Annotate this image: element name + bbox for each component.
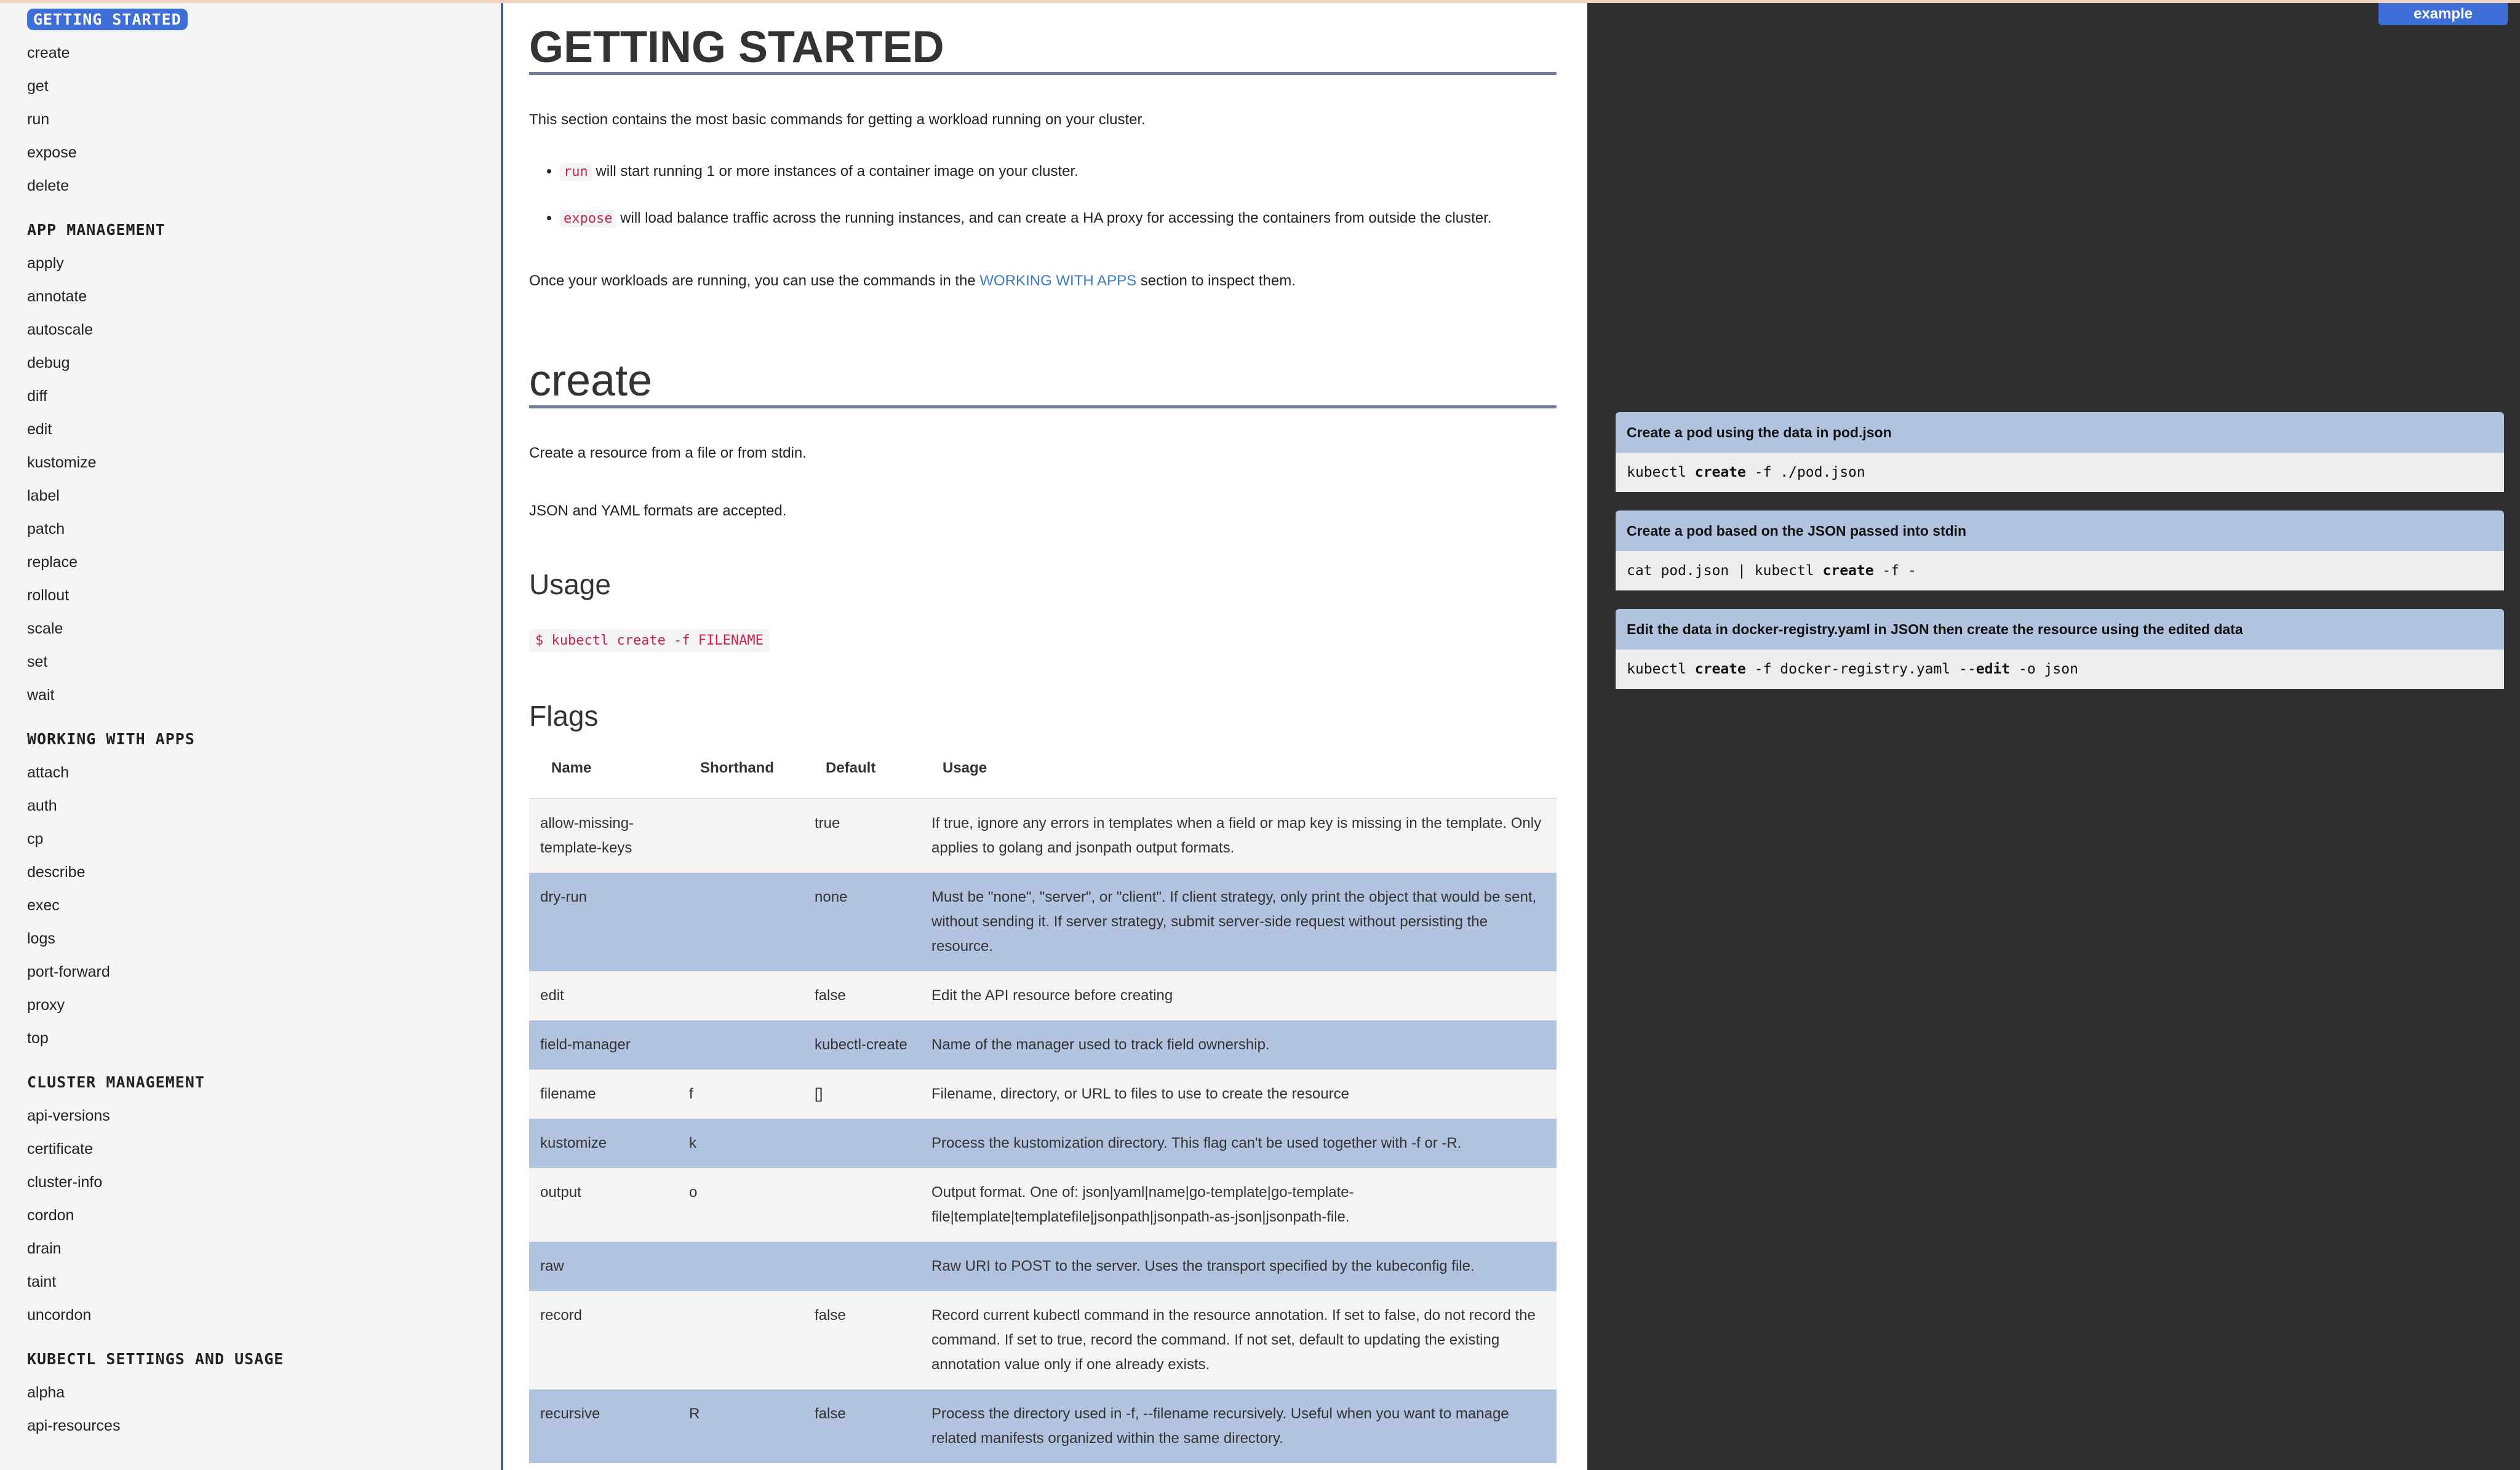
code-text: -f - xyxy=(1873,563,1916,579)
list-item xyxy=(560,159,1491,206)
sidebar-item[interactable]: replace xyxy=(27,554,78,571)
flag-usage-cell: Raw URI to POST to the server. Uses the transport specified by the kubeconfig file. xyxy=(920,1242,1557,1291)
flag-name-cell: allow-missing-template-keys xyxy=(529,798,678,873)
table-row xyxy=(529,1291,1557,1389)
flag-name-cell: raw xyxy=(529,1242,678,1291)
flag-usage-cell: Must be "none", "server", or "client". If client strategy, only print the object that would be sent, without sending it. If server strategy, submit server-side request without persisting the resource. xyxy=(920,873,1557,971)
example-code xyxy=(1616,551,2504,590)
create-description: Create a resource from a file or from stdin. xyxy=(529,445,807,461)
flag-short-cell: o xyxy=(678,1168,803,1242)
sidebar-item[interactable]: kustomize xyxy=(27,454,97,471)
flag-short-cell xyxy=(678,798,803,873)
sidebar-item[interactable]: set xyxy=(27,653,48,670)
sidebar-item[interactable]: uncordon xyxy=(27,1306,92,1324)
code-text: -f ./pod.json xyxy=(1745,464,1865,480)
flag-name-cell: record xyxy=(529,1291,678,1389)
flag-name-cell: output xyxy=(529,1168,678,1242)
sidebar-item[interactable]: api-resources xyxy=(27,1417,121,1434)
sidebar-heading[interactable] xyxy=(0,3,501,36)
list-item xyxy=(560,206,1491,253)
flag-default-cell: false xyxy=(803,1389,920,1463)
code-text: -f docker-registry.yaml -- xyxy=(1745,661,1976,677)
getting-started-list xyxy=(529,159,1491,253)
table-row xyxy=(529,1070,1557,1119)
sidebar-item[interactable]: cp xyxy=(27,830,44,848)
flag-usage-cell: Output format. One of: json|yaml|name|go-template|go-template-file|template|templatefile|jsonpath|jsonpath-as-json|jsonpath-file. xyxy=(920,1168,1557,1242)
create-formats: JSON and YAML formats are accepted. xyxy=(529,503,787,519)
sidebar-item[interactable]: expose xyxy=(27,144,77,161)
sidebar-item[interactable]: attach xyxy=(27,764,70,781)
flag-short-cell xyxy=(678,1242,803,1291)
flag-short-cell xyxy=(678,1291,803,1389)
example-title: Create a pod using the data in pod.json xyxy=(1616,412,2504,453)
flag-short-cell xyxy=(678,873,803,971)
flag-usage-cell: Record current kubectl command in the resource annotation. If set to false, do not record the command. If set to true, record the command. If not set, default to updating the existing annotation value only if one already exists. xyxy=(920,1291,1557,1389)
column-header-usage: Usage xyxy=(943,760,987,776)
table-row xyxy=(529,1168,1557,1242)
sidebar-section xyxy=(0,1343,501,1453)
flag-usage-cell: Process the kustomization directory. This flag can't be used together with -f or -R. xyxy=(920,1119,1557,1168)
flag-default-cell: [] xyxy=(803,1070,920,1119)
example-code xyxy=(1616,650,2504,689)
example-block xyxy=(1616,412,2504,492)
flag-default-cell: none xyxy=(803,873,920,971)
inline-code: run xyxy=(560,163,592,181)
example-block xyxy=(1616,609,2504,689)
sidebar-item[interactable]: proxy xyxy=(27,996,65,1014)
flag-short-cell: f xyxy=(678,1070,803,1119)
sidebar-item[interactable]: alpha xyxy=(27,1384,65,1401)
sidebar-item[interactable]: create xyxy=(27,44,70,62)
column-header-shorthand: Shorthand xyxy=(700,760,774,776)
sidebar-item[interactable]: cluster-info xyxy=(27,1174,103,1191)
sidebar-section xyxy=(0,3,501,213)
flag-short-cell xyxy=(678,1020,803,1070)
table-row xyxy=(529,971,1557,1020)
sidebar-item[interactable]: rollout xyxy=(27,587,70,604)
flag-default-cell: true xyxy=(803,798,920,873)
outro-before: Once your workloads are running, you can use the commands in the xyxy=(529,272,980,289)
sidebar-item[interactable]: annotate xyxy=(27,288,87,305)
column-header-name: Name xyxy=(551,760,592,776)
sidebar-item[interactable]: autoscale xyxy=(27,321,94,338)
example-toggle-button[interactable]: example xyxy=(2378,3,2508,25)
create-title: create xyxy=(529,356,1557,408)
code-keyword: create xyxy=(1694,464,1746,480)
sidebar-item[interactable]: wait xyxy=(27,686,55,704)
sidebar-item[interactable]: port-forward xyxy=(27,963,110,980)
table-row xyxy=(529,1119,1557,1168)
table-row xyxy=(529,1020,1557,1070)
outro-after: section to inspect them. xyxy=(1136,272,1296,289)
sidebar-heading-label: CLUSTER MANAGEMENT xyxy=(27,1073,205,1091)
sidebar-item[interactable]: cordon xyxy=(27,1207,74,1224)
table-row xyxy=(529,798,1557,873)
sidebar-item[interactable]: diff xyxy=(27,387,47,405)
flag-usage-cell: If true, ignore any errors in templates when a field or map key is missing in the template. Only applies to golang and jsonpath output formats. xyxy=(920,798,1557,873)
sidebar-section xyxy=(0,723,501,1066)
sidebar-item[interactable]: certificate xyxy=(27,1140,93,1158)
usage-code: $ kubectl create -f FILENAME xyxy=(529,629,770,652)
flag-short-cell xyxy=(678,971,803,1020)
table-row xyxy=(529,1389,1557,1463)
flag-short-cell: R xyxy=(678,1389,803,1463)
example-title: Edit the data in docker-registry.yaml in JSON then create the resource using the edited data xyxy=(1616,609,2504,650)
sidebar-item[interactable]: describe xyxy=(27,864,86,881)
code-text: kubectl xyxy=(1627,661,1695,677)
sidebar-section xyxy=(0,1066,501,1343)
flag-name-cell: kustomize xyxy=(529,1119,678,1168)
sidebar-heading[interactable] xyxy=(0,213,501,247)
flag-name-cell: filename xyxy=(529,1070,678,1119)
flags-heading: Flags xyxy=(529,700,599,732)
example-title: Create a pod based on the JSON passed into stdin xyxy=(1616,511,2504,551)
sidebar-item[interactable]: logs xyxy=(27,930,55,947)
sidebar-item[interactable]: patch xyxy=(27,520,65,538)
working-with-apps-link[interactable]: WORKING WITH APPS xyxy=(979,272,1137,289)
column-header-default: Default xyxy=(826,760,876,776)
examples-panel xyxy=(1587,3,2520,1470)
sidebar-item[interactable]: run xyxy=(27,111,50,128)
sidebar-item[interactable]: taint xyxy=(27,1273,57,1290)
sidebar-heading-label: APP MANAGEMENT xyxy=(27,221,165,239)
code-keyword: create xyxy=(1822,563,1874,579)
example-block xyxy=(1616,511,2504,590)
flag-usage-cell: Process the directory used in -f, --filename recursively. Useful when you want to manage related manifests organized within the same directory. xyxy=(920,1389,1557,1463)
table-row xyxy=(529,873,1557,971)
sidebar-heading-label: KUBECTL SETTINGS AND USAGE xyxy=(27,1350,284,1368)
flags-table xyxy=(529,749,1557,1463)
table-row xyxy=(529,1242,1557,1291)
sidebar-heading-label: WORKING WITH APPS xyxy=(27,730,195,748)
outro-text xyxy=(529,272,1296,290)
list-item-text: will start running 1 or more instances of a container image on your cluster. xyxy=(591,163,1079,180)
sidebar-item[interactable]: top xyxy=(27,1030,49,1047)
flag-default-cell: false xyxy=(803,971,920,1020)
sidebar-nav xyxy=(0,3,503,1470)
sidebar-item[interactable]: api-versions xyxy=(27,1107,110,1124)
flag-name-cell: recursive xyxy=(529,1389,678,1463)
example-code xyxy=(1616,453,2504,492)
sidebar-heading[interactable] xyxy=(0,723,501,756)
inline-code: expose xyxy=(560,210,616,228)
flag-default-cell xyxy=(803,1242,920,1291)
flag-default-cell xyxy=(803,1119,920,1168)
sidebar-heading[interactable] xyxy=(0,1066,501,1099)
list-item-text: will load balance traffic across the running instances, and can create a HA proxy for accessing the containers from outside the cluster. xyxy=(616,210,1492,226)
sidebar-item[interactable]: auth xyxy=(27,797,57,814)
usage-heading: Usage xyxy=(529,568,611,600)
flag-name-cell: edit xyxy=(529,971,678,1020)
flag-usage-cell: Name of the manager used to track field ownership. xyxy=(920,1020,1557,1070)
code-text: kubectl xyxy=(1627,464,1695,480)
sidebar-heading-label: GETTING STARTED xyxy=(27,9,188,30)
flag-default-cell: false xyxy=(803,1291,920,1389)
sidebar-item[interactable]: debug xyxy=(27,354,70,371)
sidebar-item[interactable]: edit xyxy=(27,421,52,438)
intro-text: This section contains the most basic commands for getting a workload running on your cluster. xyxy=(529,111,1146,128)
sidebar-item[interactable]: get xyxy=(27,77,49,95)
sidebar-item[interactable]: label xyxy=(27,487,60,504)
sidebar-section xyxy=(0,213,501,723)
flag-default-cell xyxy=(803,1168,920,1242)
sidebar-item[interactable]: exec xyxy=(27,897,60,914)
sidebar-item[interactable]: drain xyxy=(27,1240,62,1257)
sidebar-item[interactable]: scale xyxy=(27,620,63,637)
code-text: cat pod.json | kubectl xyxy=(1627,563,1823,579)
sidebar-heading[interactable] xyxy=(0,1343,501,1376)
flag-short-cell: k xyxy=(678,1119,803,1168)
flag-default-cell: kubectl-create xyxy=(803,1020,920,1070)
flag-name-cell: field-manager xyxy=(529,1020,678,1070)
code-text: -o json xyxy=(2010,661,2078,677)
sidebar-item[interactable]: delete xyxy=(27,177,70,194)
flag-name-cell: dry-run xyxy=(529,873,678,971)
flag-usage-cell: Edit the API resource before creating xyxy=(920,971,1557,1020)
main-content xyxy=(503,3,1587,1470)
sidebar-item[interactable]: apply xyxy=(27,255,64,272)
flag-usage-cell: Filename, directory, or URL to files to use to create the resource xyxy=(920,1070,1557,1119)
code-keyword: create xyxy=(1694,661,1746,677)
page-title: GETTING STARTED xyxy=(529,23,1557,75)
code-keyword: edit xyxy=(1976,661,2011,677)
